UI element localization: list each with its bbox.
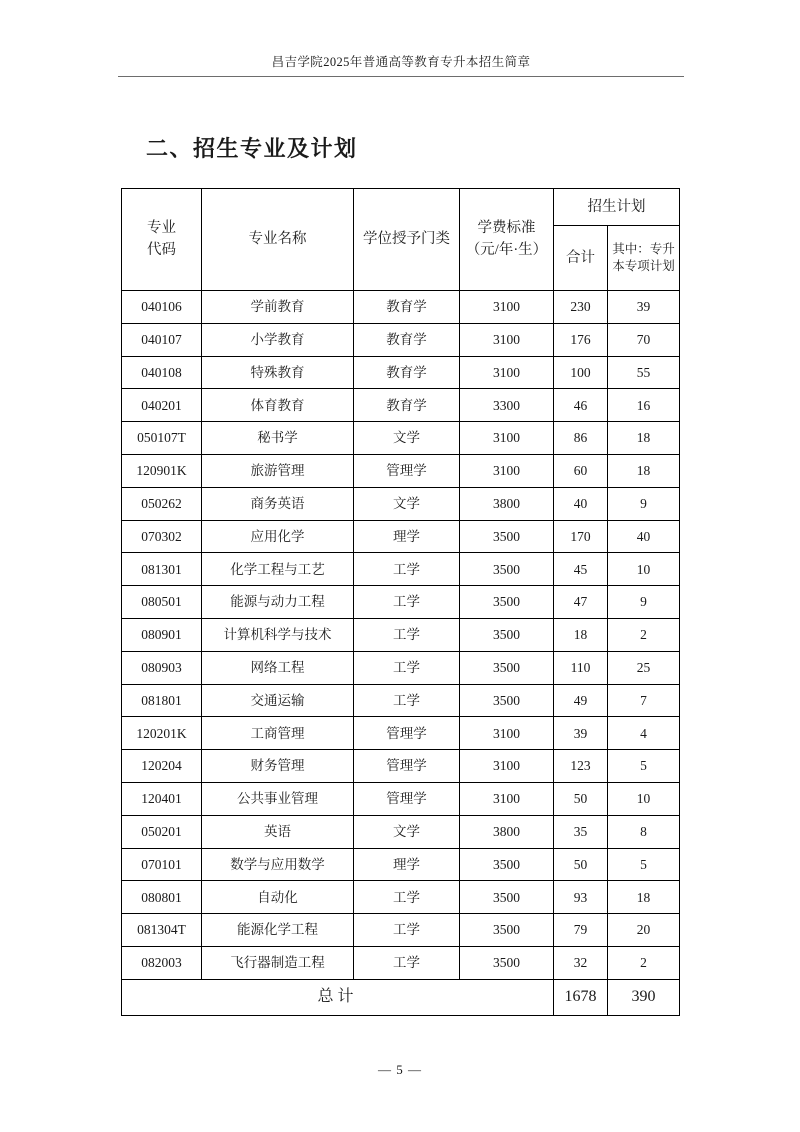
cell-plan-special: 10 — [608, 553, 680, 586]
cell-major-name: 学前教育 — [202, 291, 354, 324]
running-header — [118, 52, 684, 71]
admissions-plan-table — [121, 188, 680, 1016]
column-header-major-code-line1: 专业 — [147, 219, 176, 236]
cell-plan-special: 5 — [608, 848, 680, 881]
cell-plan-special: 40 — [608, 520, 680, 553]
cell-degree: 教育学 — [354, 323, 460, 356]
table-row — [122, 618, 680, 651]
table-header — [122, 189, 680, 291]
table-row — [122, 782, 680, 815]
cell-plan-total: 39 — [554, 717, 608, 750]
table-row — [122, 454, 680, 487]
cell-plan-total: 35 — [554, 815, 608, 848]
cell-plan-special: 7 — [608, 684, 680, 717]
table-row — [122, 422, 680, 455]
total-label: 总计 — [122, 979, 554, 1015]
cell-plan-special: 70 — [608, 323, 680, 356]
column-header-tuition-line1: 学费标准 — [477, 219, 536, 236]
cell-major-code: 082003 — [122, 946, 202, 979]
cell-tuition: 3100 — [460, 323, 554, 356]
cell-major-code: 081801 — [122, 684, 202, 717]
cell-major-code: 070101 — [122, 848, 202, 881]
table-row — [122, 946, 680, 979]
cell-tuition: 3800 — [460, 815, 554, 848]
cell-plan-total: 18 — [554, 618, 608, 651]
table-body — [122, 291, 680, 1016]
cell-major-code: 040108 — [122, 356, 202, 389]
cell-degree: 工学 — [354, 586, 460, 619]
cell-plan-total: 176 — [554, 323, 608, 356]
cell-tuition: 3500 — [460, 914, 554, 947]
cell-degree: 工学 — [354, 651, 460, 684]
cell-plan-total: 123 — [554, 750, 608, 783]
cell-tuition: 3500 — [460, 881, 554, 914]
cell-degree: 理学 — [354, 848, 460, 881]
table-row — [122, 487, 680, 520]
cell-major-code: 050107T — [122, 422, 202, 455]
cell-major-name: 商务英语 — [202, 487, 354, 520]
cell-degree: 教育学 — [354, 356, 460, 389]
column-header-tuition — [460, 189, 554, 291]
table-row — [122, 717, 680, 750]
table-row — [122, 881, 680, 914]
cell-tuition: 3100 — [460, 782, 554, 815]
cell-major-code: 081301 — [122, 553, 202, 586]
header-divider — [118, 76, 684, 77]
page-number: — 5 — — [378, 1062, 422, 1077]
cell-degree: 管理学 — [354, 454, 460, 487]
column-header-major-code — [122, 189, 202, 291]
table-total-row — [122, 979, 680, 1015]
cell-plan-special: 9 — [608, 487, 680, 520]
page-title: 二、招生专业及计划 — [146, 136, 358, 161]
table-row — [122, 750, 680, 783]
cell-major-code: 050201 — [122, 815, 202, 848]
cell-major-name: 能源与动力工程 — [202, 586, 354, 619]
cell-plan-special: 8 — [608, 815, 680, 848]
cell-tuition: 3300 — [460, 389, 554, 422]
table-row — [122, 389, 680, 422]
cell-tuition: 3500 — [460, 651, 554, 684]
cell-plan-special: 18 — [608, 454, 680, 487]
cell-major-name: 公共事业管理 — [202, 782, 354, 815]
cell-major-name: 财务管理 — [202, 750, 354, 783]
cell-tuition: 3500 — [460, 684, 554, 717]
cell-major-name: 能源化学工程 — [202, 914, 354, 947]
cell-degree: 文学 — [354, 487, 460, 520]
cell-degree: 工学 — [354, 946, 460, 979]
cell-major-name: 计算机科学与技术 — [202, 618, 354, 651]
table-row — [122, 356, 680, 389]
cell-major-code: 080903 — [122, 651, 202, 684]
column-header-plan-special — [608, 226, 680, 291]
cell-tuition: 3500 — [460, 848, 554, 881]
cell-plan-total: 45 — [554, 553, 608, 586]
cell-degree: 工学 — [354, 553, 460, 586]
cell-plan-total: 40 — [554, 487, 608, 520]
cell-tuition: 3100 — [460, 422, 554, 455]
table-row — [122, 815, 680, 848]
cell-major-name: 飞行器制造工程 — [202, 946, 354, 979]
cell-degree: 管理学 — [354, 717, 460, 750]
cell-major-code: 120401 — [122, 782, 202, 815]
column-header-major-name: 专业名称 — [202, 189, 354, 291]
cell-plan-special: 39 — [608, 291, 680, 324]
cell-plan-special: 9 — [608, 586, 680, 619]
cell-major-name: 体育教育 — [202, 389, 354, 422]
column-header-plan-special-text: 其中：专升本专项计划 — [612, 242, 675, 273]
cell-tuition: 3100 — [460, 291, 554, 324]
cell-major-name: 交通运输 — [202, 684, 354, 717]
cell-major-name: 网络工程 — [202, 651, 354, 684]
column-header-degree-category: 学位授予门类 — [354, 189, 460, 291]
cell-plan-total: 32 — [554, 946, 608, 979]
cell-plan-special: 18 — [608, 422, 680, 455]
cell-tuition: 3500 — [460, 520, 554, 553]
cell-plan-special: 10 — [608, 782, 680, 815]
cell-tuition: 3500 — [460, 586, 554, 619]
column-header-plan-group: 招生计划 — [554, 189, 680, 226]
cell-major-name: 特殊教育 — [202, 356, 354, 389]
cell-plan-total: 49 — [554, 684, 608, 717]
cell-degree: 工学 — [354, 618, 460, 651]
cell-major-code: 070302 — [122, 520, 202, 553]
cell-major-name: 化学工程与工艺 — [202, 553, 354, 586]
cell-degree: 管理学 — [354, 782, 460, 815]
cell-major-code: 080501 — [122, 586, 202, 619]
cell-degree: 工学 — [354, 914, 460, 947]
cell-major-name: 秘书学 — [202, 422, 354, 455]
cell-tuition: 3100 — [460, 750, 554, 783]
cell-tuition: 3800 — [460, 487, 554, 520]
cell-plan-special: 55 — [608, 356, 680, 389]
cell-plan-total: 86 — [554, 422, 608, 455]
column-header-major-code-line2: 代码 — [147, 241, 176, 258]
cell-degree: 理学 — [354, 520, 460, 553]
cell-tuition: 3100 — [460, 454, 554, 487]
cell-plan-total: 50 — [554, 848, 608, 881]
column-header-plan-total: 合计 — [554, 226, 608, 291]
cell-major-code: 120201K — [122, 717, 202, 750]
cell-plan-total: 46 — [554, 389, 608, 422]
cell-major-code: 120204 — [122, 750, 202, 783]
cell-plan-total: 110 — [554, 651, 608, 684]
cell-degree: 工学 — [354, 684, 460, 717]
cell-major-code: 080801 — [122, 881, 202, 914]
cell-degree: 文学 — [354, 815, 460, 848]
table-row — [122, 684, 680, 717]
cell-plan-total: 93 — [554, 881, 608, 914]
cell-major-code: 120901K — [122, 454, 202, 487]
cell-major-name: 小学教育 — [202, 323, 354, 356]
cell-major-code: 040107 — [122, 323, 202, 356]
cell-plan-special: 5 — [608, 750, 680, 783]
cell-plan-total: 230 — [554, 291, 608, 324]
cell-plan-total: 79 — [554, 914, 608, 947]
cell-plan-special: 16 — [608, 389, 680, 422]
table-row — [122, 848, 680, 881]
cell-major-code: 081304T — [122, 914, 202, 947]
cell-degree: 管理学 — [354, 750, 460, 783]
cell-tuition: 3500 — [460, 946, 554, 979]
column-header-tuition-line2: （元/年·生） — [465, 241, 548, 258]
table-row — [122, 553, 680, 586]
table-row — [122, 651, 680, 684]
cell-major-code: 080901 — [122, 618, 202, 651]
table-row — [122, 586, 680, 619]
cell-major-code: 040106 — [122, 291, 202, 324]
cell-plan-total: 47 — [554, 586, 608, 619]
cell-plan-special: 18 — [608, 881, 680, 914]
cell-major-name: 英语 — [202, 815, 354, 848]
cell-plan-total: 100 — [554, 356, 608, 389]
cell-tuition: 3100 — [460, 356, 554, 389]
cell-degree: 工学 — [354, 881, 460, 914]
cell-tuition: 3100 — [460, 717, 554, 750]
cell-major-name: 旅游管理 — [202, 454, 354, 487]
table-row — [122, 323, 680, 356]
cell-major-name: 工商管理 — [202, 717, 354, 750]
cell-degree: 教育学 — [354, 389, 460, 422]
cell-major-code: 050262 — [122, 487, 202, 520]
cell-degree: 文学 — [354, 422, 460, 455]
running-header-text: 昌吉学院2025年普通高等教育专升本招生简章 — [271, 55, 531, 69]
cell-degree: 教育学 — [354, 291, 460, 324]
total-plan-special: 390 — [608, 979, 680, 1015]
cell-major-name: 数学与应用数学 — [202, 848, 354, 881]
cell-plan-special: 2 — [608, 946, 680, 979]
admissions-plan-table-wrapper — [121, 188, 679, 1016]
table-row — [122, 520, 680, 553]
page-footer — [0, 1062, 800, 1078]
cell-plan-special: 2 — [608, 618, 680, 651]
cell-tuition: 3500 — [460, 553, 554, 586]
cell-plan-total: 60 — [554, 454, 608, 487]
cell-major-name: 自动化 — [202, 881, 354, 914]
cell-plan-total: 170 — [554, 520, 608, 553]
cell-major-name: 应用化学 — [202, 520, 354, 553]
cell-tuition: 3500 — [460, 618, 554, 651]
table-row — [122, 914, 680, 947]
cell-plan-special: 20 — [608, 914, 680, 947]
table-row — [122, 291, 680, 324]
cell-plan-special: 4 — [608, 717, 680, 750]
cell-plan-total: 50 — [554, 782, 608, 815]
cell-major-code: 040201 — [122, 389, 202, 422]
total-plan-total: 1678 — [554, 979, 608, 1015]
cell-plan-special: 25 — [608, 651, 680, 684]
table-header-row-1 — [122, 189, 680, 226]
